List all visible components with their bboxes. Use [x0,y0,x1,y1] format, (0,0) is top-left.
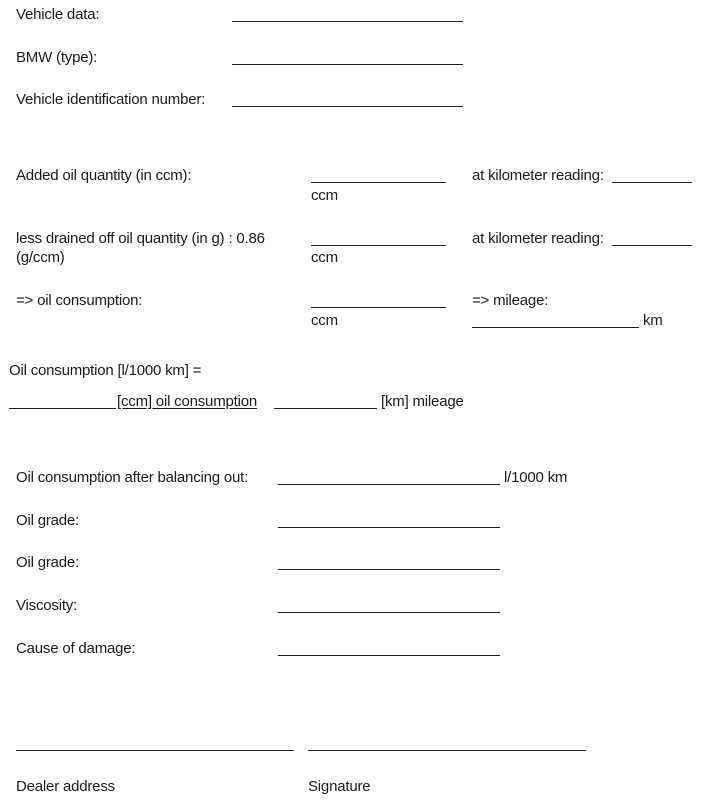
vin-label: Vehicle identification number: [16,91,206,108]
km-reading-label-2: at kilometer reading: [472,230,604,247]
formula-denominator: [km] mileage [381,393,464,410]
oil-consumption-label: => oil consumption: [16,292,143,309]
vin-field[interactable] [232,106,463,107]
added-oil-field[interactable] [311,182,446,183]
drained-oil-field[interactable] [311,245,446,246]
balancing-label: Oil consumption after balancing out: [16,469,249,486]
dealer-address-label: Dealer address [16,778,115,795]
drained-oil-unit: ccm [311,249,338,266]
cause-of-damage-field[interactable] [278,655,500,656]
oil-grade-field-2[interactable] [278,569,500,570]
viscosity-field[interactable] [278,612,500,613]
km-reading-field-1[interactable] [612,182,692,183]
oil-consumption-unit: ccm [311,312,338,329]
balancing-field[interactable] [278,484,500,485]
vehicle-data-label: Vehicle data: [16,6,100,23]
formula-denominator-field[interactable] [274,408,377,409]
bmw-type-field[interactable] [232,64,463,65]
mileage-field[interactable] [472,327,639,328]
formula-numerator: [ccm] oil consumption [117,393,258,410]
signature-field[interactable] [308,750,586,751]
oil-consumption-field[interactable] [311,307,446,308]
mileage-label: => mileage: [472,292,549,309]
signature-label: Signature [308,778,371,795]
drained-oil-label-line2: (g/ccm) [16,249,65,266]
mileage-unit: km [643,312,663,329]
oil-grade-field-1[interactable] [278,527,500,528]
viscosity-label: Viscosity: [16,597,78,614]
oil-grade-label-2: Oil grade: [16,554,80,571]
added-oil-label: Added oil quantity (in ccm): [16,167,192,184]
cause-of-damage-label: Cause of damage: [16,640,136,657]
vehicle-data-field[interactable] [232,21,463,22]
bmw-type-label: BMW (type): [16,49,98,66]
km-reading-field-2[interactable] [612,245,692,246]
formula-title: Oil consumption [l/1000 km] = [9,362,202,379]
formula-numerator-field[interactable] [9,408,116,409]
oil-grade-label-1: Oil grade: [16,512,80,529]
drained-oil-label-line1: less drained off oil quantity (in g) : 0.86 [16,230,265,247]
km-reading-label-1: at kilometer reading: [472,167,604,184]
added-oil-unit: ccm [311,187,338,204]
balancing-unit: l/1000 km [504,469,568,486]
dealer-address-field[interactable] [16,750,294,751]
